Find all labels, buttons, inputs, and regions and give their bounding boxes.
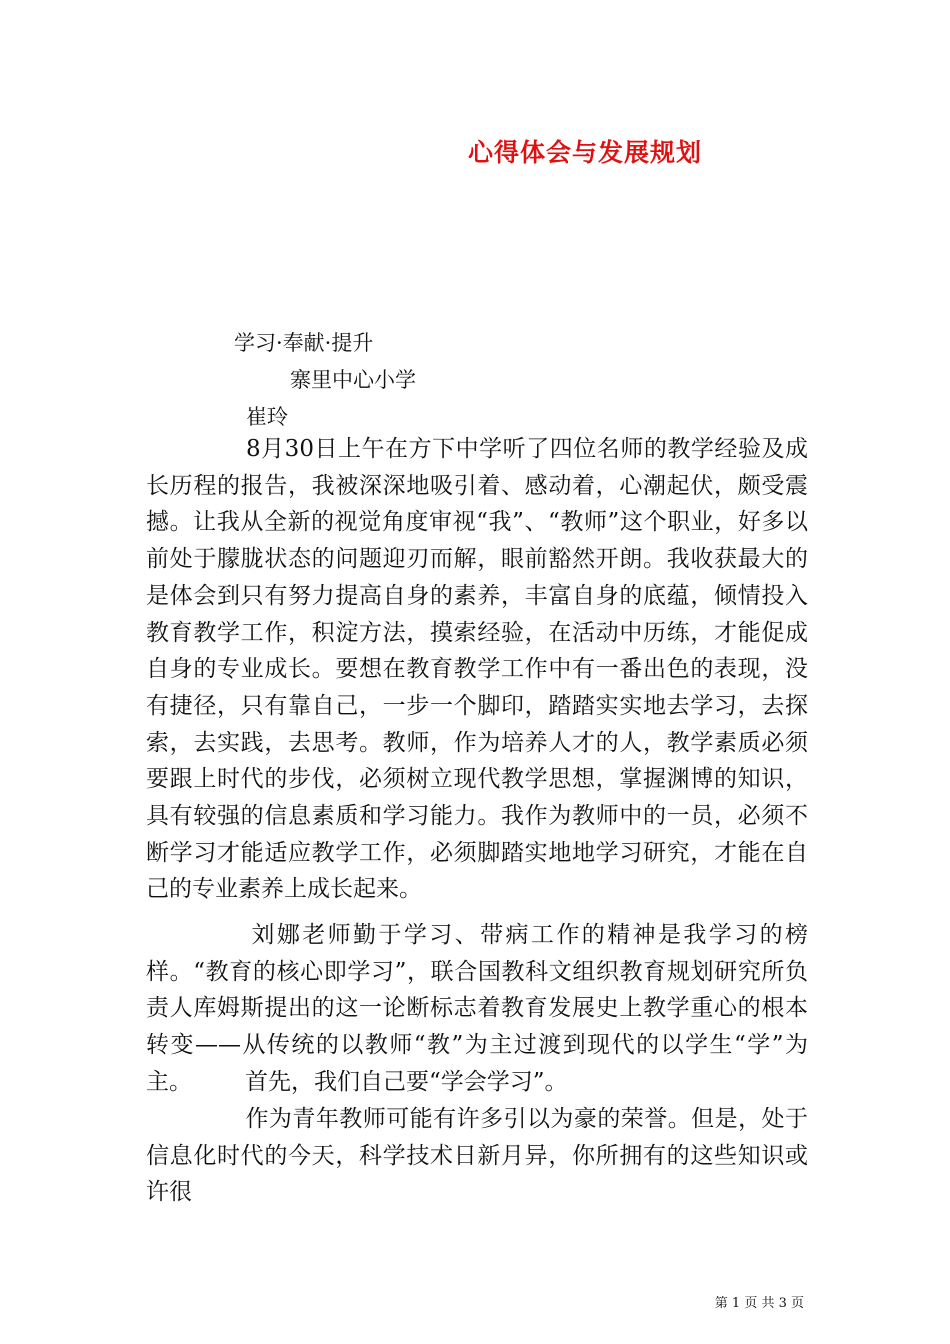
- school-name: 寨里中心小学: [290, 368, 416, 392]
- paragraph-3-text: 首先，我们自己要“学会学习”。: [245, 1069, 568, 1095]
- paragraph-4-text: 作为青年教师可能有许多引以为豪的荣誉。但是，处于信息化时代的今天，科学技术日新月异，你所拥有的这些知识或许很: [146, 1106, 808, 1206]
- paragraph-1-text: 8月30日上午在方下中学听了四位名师的教学经验及成长历程的报告，我被深深地吸引着、感动着，心潮起伏，颇受震撼。让我从全新的视觉角度审视“我”、“教师”这个职业，好多以前处于朦胧状态的问题迎刃而解，眼前豁然开朗。我收获最大的是体会到只有努力提高自身的素养，丰富自身的底蕴，倾情投入教育教学工作，积淀方法，摸索经验，在活动中历练，才能促成自身的专业成长。要想在教育教学工作中有一番出色的表现，没有捷径，只有靠自己，一步一个脚印，踏踏实实地去学习，去探索，去实践，去思考。教师，作为培养人才的人，教学素质必须要跟上时代的步伐，必须树立现代教学思想，掌握渊博的知识，具有较强的信息素质和学习能力。我作为教师中的一员，必须不断学习才能适应教学工作，必须脚踏实地地学习研究，才能在自己的专业素养上成长起来。: [146, 436, 808, 903]
- subtitle: 学习·奉献·提升: [234, 331, 374, 355]
- paragraph-2-text: 刘娜老师勤于学习、带病工作的精神是我学习的榜样。“教育的核心即学习”，联合国教科文组织教育规划研究所负责人库姆斯提出的这一论断标志着教育发展史上教学重心的根本转变——从传统的以教师“教”为主过渡到现代的以学生“学”为主。: [146, 922, 808, 1095]
- paragraph-3: [146, 1064, 808, 1101]
- paragraph-4: [146, 1101, 808, 1211]
- author-name: 崔玲: [246, 405, 288, 429]
- paragraph-1: [146, 431, 808, 908]
- page-number: 第 1 页 共 3 页: [714, 1296, 804, 1311]
- page-title: 心得体会与发展规划: [467, 138, 702, 167]
